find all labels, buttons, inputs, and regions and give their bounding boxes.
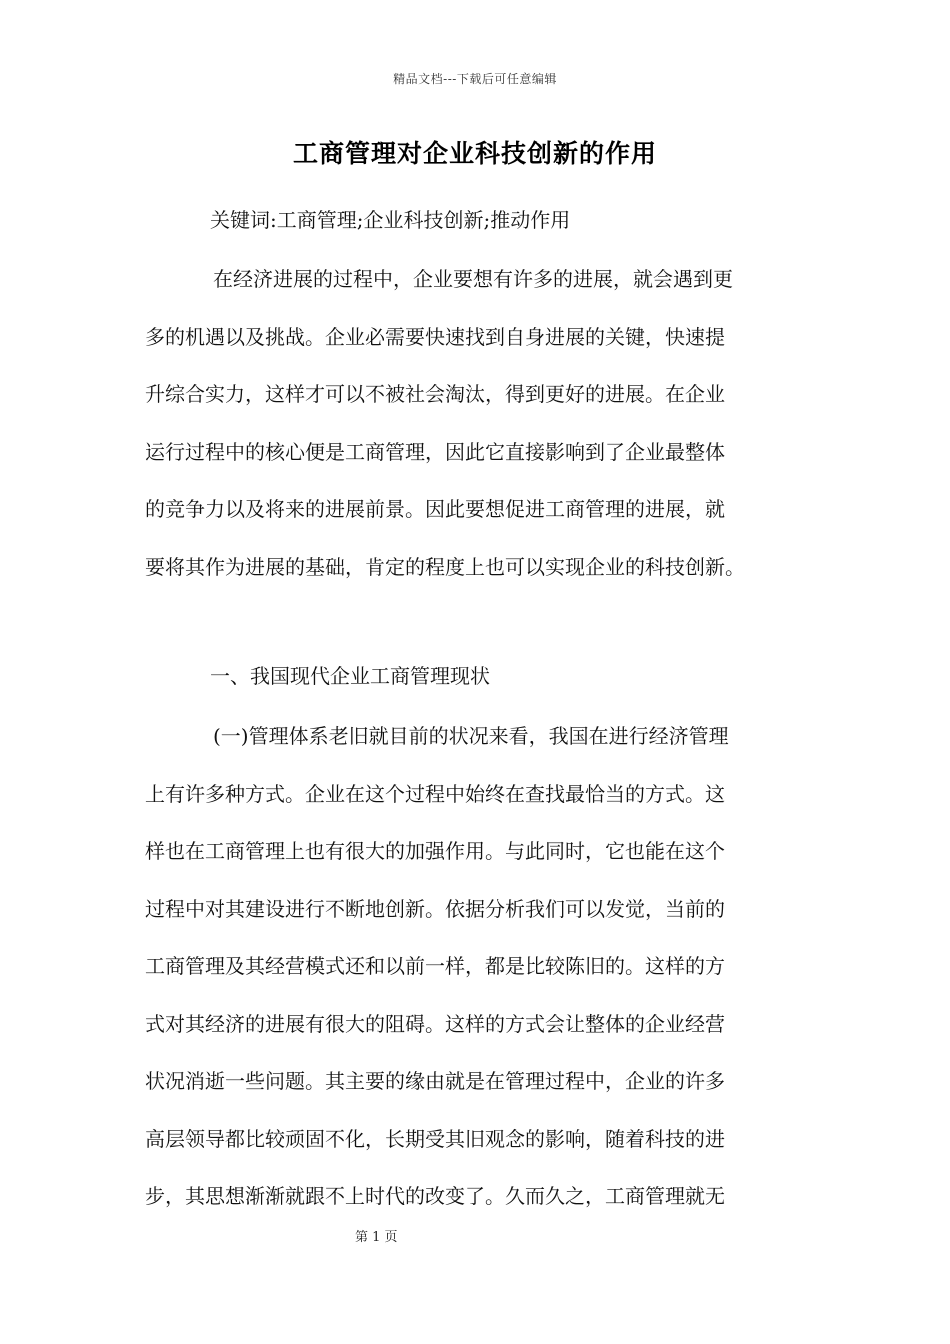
paragraph-line: 状况消逝一些问题。其主要的缘由就是在管理过程中，企业的许多 (145, 1069, 725, 1093)
paragraph-line: 式对其经济的进展有很大的阻碍。这样的方式会让整体的企业经营 (145, 1011, 725, 1036)
paragraph-line: 工商管理及其经营模式还和以前一样，都是比较陈旧的。这样的方 (145, 954, 725, 978)
paragraph-line: 步，其思想渐渐就跟不上时代的改变了。久而久之，工商管理就无 (145, 1184, 725, 1208)
paragraph-line: 运行过程中的核心便是工商管理，因此它直接影响到了企业最整体 (145, 439, 725, 464)
header-note: 精品文档---下载后可任意编辑 (393, 72, 557, 86)
paragraph-line: 高层领导都比较顽固不化，长期受其旧观念的影响，随着科技的进 (145, 1126, 725, 1151)
paragraph-line: (一)管理体系老旧就目前的状况来看，我国在进行经济管理 (213, 724, 729, 748)
paragraph-line: 要将其作为进展的基础，肯定的程度上也可以实现企业的科技创新。 (145, 554, 745, 579)
paragraph-line: 升综合实力，这样才可以不被社会淘汰，得到更好的进展。在企业 (145, 382, 725, 406)
paragraph-line: 过程中对其建设进行不断地创新。依据分析我们可以发觉，当前的 (145, 896, 725, 921)
document-title: 工商管理对企业科技创新的作用 (292, 139, 657, 168)
page-number: 第 1 页 (355, 1230, 398, 1245)
paragraph-section1 (145, 708, 815, 1226)
keywords-line: 关键词:工商管理;企业科技创新;推动作用 (210, 208, 571, 232)
paragraph-line: 多的机遇以及挑战。企业必需要快速找到自身进展的关键，快速提 (145, 324, 725, 349)
paragraph-intro (145, 251, 815, 596)
section-heading: 一、我国现代企业工商管理现状 (210, 664, 490, 688)
paragraph-line: 样也在工商管理上也有很大的加强作用。与此同时，它也能在这个 (145, 839, 725, 863)
paragraph-line: 的竞争力以及将来的进展前景。因此要想促进工商管理的进展，就 (145, 497, 725, 521)
paragraph-line: 在经济进展的过程中，企业要想有许多的进展，就会遇到更 (213, 267, 733, 291)
paragraph-line: 上有许多种方式。企业在这个过程中始终在查找最恰当的方式。这 (145, 781, 725, 806)
